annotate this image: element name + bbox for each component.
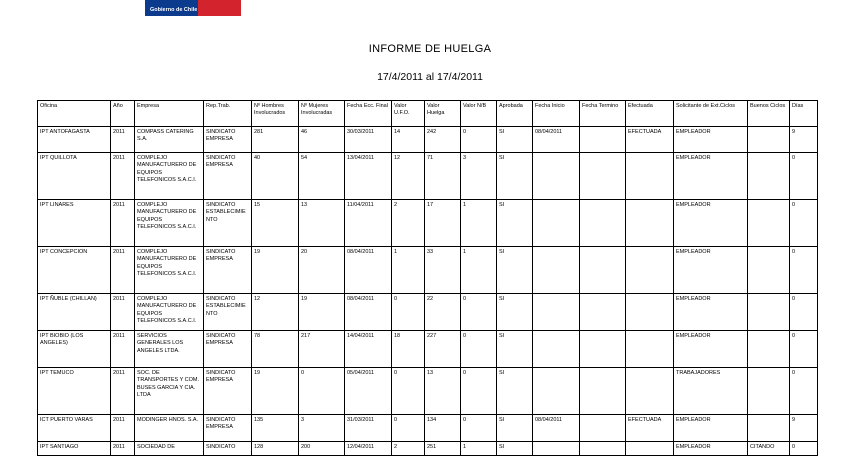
- cell-hombres: 128: [252, 442, 299, 456]
- report-title: INFORME DE HUELGA: [368, 43, 492, 55]
- cell-aprobada: SI: [497, 331, 533, 368]
- cell-empresa: SERVICIOS GENERALES LOS ANGELES LTDA.: [135, 331, 204, 368]
- cell-aprobada: SI: [497, 368, 533, 415]
- cell-hombres: 15: [252, 200, 299, 247]
- cell-fecha-ecc: 13/04/2011: [345, 153, 392, 200]
- cell-valor-nb: 0: [461, 368, 497, 415]
- cell-oficina: IPT CONCEPCION: [38, 247, 111, 294]
- cell-fecha-ecc: 05/04/2011: [345, 368, 392, 415]
- cell-empresa: COMPLEJO MANUFACTURERO DE EQUIPOS TELEFONICOS S.A.C.I.: [135, 153, 204, 200]
- cell-fecha-inicio: 08/04/2011: [533, 415, 580, 442]
- cell-aprobada: SI: [497, 442, 533, 456]
- cell-mujeres: 0: [299, 368, 345, 415]
- cell-fecha-termino: [580, 127, 626, 153]
- cell-dias: 0: [790, 368, 818, 415]
- cell-solicitante: EMPLEADOR: [674, 442, 748, 456]
- column-header-valor-ufo: Valor U.F.O.: [392, 101, 425, 127]
- cell-valor-ufo: 18: [392, 331, 425, 368]
- cell-rep-trab: SINDICATO EMPRESA: [204, 368, 252, 415]
- column-header-buenos-ciclos: Buenos Ciclos: [748, 101, 790, 127]
- cell-fecha-termino: [580, 442, 626, 456]
- cell-rep-trab: SINDICATO EMPRESA: [204, 153, 252, 200]
- cell-valor-nb: 1: [461, 247, 497, 294]
- logo-text: Gobierno de Chile: [150, 7, 198, 13]
- table-row: [38, 331, 818, 368]
- cell-oficina: IPT ANTOFAGASTA: [38, 127, 111, 153]
- cell-valor-nb: 1: [461, 200, 497, 247]
- cell-mujeres: 19: [299, 294, 345, 331]
- cell-solicitante: EMPLEADOR: [674, 153, 748, 200]
- cell-valor-nb: 0: [461, 294, 497, 331]
- cell-fecha-inicio: 08/04/2011: [533, 127, 580, 153]
- cell-ano: 2011: [111, 127, 135, 153]
- column-header-hombres: Nº Hombres Involucrados: [252, 101, 299, 127]
- cell-solicitante: EMPLEADOR: [674, 247, 748, 294]
- cell-ano: 2011: [111, 247, 135, 294]
- cell-buenos-ciclos: [748, 331, 790, 368]
- report-date-range: 17/4/2011 al 17/4/2011: [377, 71, 483, 83]
- cell-valor-ufo: 0: [392, 415, 425, 442]
- cell-buenos-ciclos: [748, 415, 790, 442]
- cell-ano: 2011: [111, 200, 135, 247]
- cell-valor-nb: 1: [461, 442, 497, 456]
- cell-valor-nb: 3: [461, 153, 497, 200]
- cell-oficina: ICT PUERTO VARAS: [38, 415, 111, 442]
- column-header-efectuada: Efectuada: [626, 101, 674, 127]
- cell-dias: 0: [790, 294, 818, 331]
- cell-valor-ufo: 2: [392, 200, 425, 247]
- cell-fecha-inicio: [533, 368, 580, 415]
- cell-mujeres: 46: [299, 127, 345, 153]
- column-header-fecha-inicio: Fecha Inicio: [533, 101, 580, 127]
- cell-mujeres: 13: [299, 200, 345, 247]
- cell-hombres: 281: [252, 127, 299, 153]
- cell-valor-ufo: 2: [392, 442, 425, 456]
- cell-mujeres: 3: [299, 415, 345, 442]
- cell-efectuada: [626, 294, 674, 331]
- cell-solicitante: EMPLEADOR: [674, 127, 748, 153]
- strike-report-table: [37, 100, 818, 456]
- cell-valor-nb: 0: [461, 331, 497, 368]
- cell-efectuada: [626, 368, 674, 415]
- cell-valor-huelga: 13: [425, 368, 461, 415]
- cell-dias: 0: [790, 331, 818, 368]
- cell-buenos-ciclos: [748, 247, 790, 294]
- cell-valor-huelga: 242: [425, 127, 461, 153]
- cell-efectuada: EFECTUADA: [626, 415, 674, 442]
- cell-mujeres: 217: [299, 331, 345, 368]
- cell-empresa: MODINGER HNOS. S.A.: [135, 415, 204, 442]
- table-row: [38, 294, 818, 331]
- cell-valor-ufo: 0: [392, 368, 425, 415]
- table-body: [38, 127, 818, 456]
- cell-dias: 0: [790, 200, 818, 247]
- cell-fecha-inicio: [533, 331, 580, 368]
- cell-dias: 9: [790, 127, 818, 153]
- cell-valor-nb: 0: [461, 415, 497, 442]
- cell-aprobada: SI: [497, 127, 533, 153]
- cell-oficina: IPT TEMUCO: [38, 368, 111, 415]
- table-row: [38, 368, 818, 415]
- cell-ano: 2011: [111, 442, 135, 456]
- table-row: [38, 200, 818, 247]
- cell-buenos-ciclos: CITANDO: [748, 442, 790, 456]
- cell-fecha-inicio: [533, 200, 580, 247]
- cell-solicitante: EMPLEADOR: [674, 294, 748, 331]
- cell-valor-huelga: 17: [425, 200, 461, 247]
- table-row: [38, 415, 818, 442]
- cell-hombres: 19: [252, 368, 299, 415]
- cell-fecha-ecc: 31/03/2011: [345, 415, 392, 442]
- cell-aprobada: SI: [497, 247, 533, 294]
- cell-fecha-ecc: 11/04/2011: [345, 200, 392, 247]
- column-header-valor-huelga: Valor Huelga: [425, 101, 461, 127]
- cell-efectuada: [626, 331, 674, 368]
- cell-empresa: SOC. DE TRANSPORTES Y COM. BUSES GARCIA Y CIA. LTDA: [135, 368, 204, 415]
- cell-rep-trab: SINDICATO ESTABLECIMIENTO: [204, 200, 252, 247]
- cell-valor-nb: 0: [461, 127, 497, 153]
- cell-valor-huelga: 71: [425, 153, 461, 200]
- cell-fecha-ecc: 12/04/2011: [345, 442, 392, 456]
- table-header-row: [38, 101, 818, 127]
- cell-hombres: 40: [252, 153, 299, 200]
- table-row: [38, 442, 818, 456]
- cell-fecha-ecc: 30/03/2011: [345, 127, 392, 153]
- cell-dias: 0: [790, 153, 818, 200]
- cell-mujeres: 200: [299, 442, 345, 456]
- cell-fecha-inicio: [533, 442, 580, 456]
- cell-efectuada: EFECTUADA: [626, 127, 674, 153]
- cell-valor-huelga: 22: [425, 294, 461, 331]
- column-header-valor-nb: Valor N/B: [461, 101, 497, 127]
- column-header-solicitante: Solicitante de Ext.Ciclos: [674, 101, 748, 127]
- cell-oficina: IPT SANTIAGO: [38, 442, 111, 456]
- cell-fecha-ecc: 08/04/2011: [345, 247, 392, 294]
- cell-fecha-termino: [580, 331, 626, 368]
- cell-aprobada: SI: [497, 294, 533, 331]
- cell-empresa: COMPLEJO MANUFACTURERO DE EQUIPOS TELEFONICOS S.A.C.I.: [135, 200, 204, 247]
- column-header-aprobada: Aprobada: [497, 101, 533, 127]
- cell-hombres: 12: [252, 294, 299, 331]
- cell-ano: 2011: [111, 294, 135, 331]
- cell-oficina: IPT BIOBIO (LOS ANGELES): [38, 331, 111, 368]
- cell-valor-huelga: 33: [425, 247, 461, 294]
- cell-hombres: 78: [252, 331, 299, 368]
- cell-valor-huelga: 251: [425, 442, 461, 456]
- column-header-empresa: Empresa: [135, 101, 204, 127]
- column-header-ano: Año: [111, 101, 135, 127]
- cell-hombres: 135: [252, 415, 299, 442]
- cell-fecha-termino: [580, 368, 626, 415]
- cell-efectuada: [626, 200, 674, 247]
- cell-fecha-termino: [580, 415, 626, 442]
- table-row: [38, 153, 818, 200]
- cell-fecha-termino: [580, 294, 626, 331]
- cell-solicitante: EMPLEADOR: [674, 200, 748, 247]
- cell-ano: 2011: [111, 368, 135, 415]
- cell-fecha-inicio: [533, 153, 580, 200]
- cell-solicitante: TRABAJADORES: [674, 368, 748, 415]
- cell-buenos-ciclos: [748, 294, 790, 331]
- column-header-oficina: Oficina: [38, 101, 111, 127]
- cell-fecha-termino: [580, 200, 626, 247]
- cell-ano: 2011: [111, 331, 135, 368]
- cell-rep-trab: SINDICATO: [204, 442, 252, 456]
- cell-buenos-ciclos: [748, 127, 790, 153]
- cell-rep-trab: SINDICATO EMPRESA: [204, 415, 252, 442]
- cell-solicitante: EMPLEADOR: [674, 415, 748, 442]
- cell-rep-trab: SINDICATO EMPRESA: [204, 331, 252, 368]
- cell-fecha-inicio: [533, 294, 580, 331]
- cell-fecha-termino: [580, 153, 626, 200]
- cell-mujeres: 54: [299, 153, 345, 200]
- cell-empresa: SOCIEDAD DE: [135, 442, 204, 456]
- cell-fecha-ecc: 08/04/2011: [345, 294, 392, 331]
- column-header-fecha-termino: Fecha Termino: [580, 101, 626, 127]
- cell-efectuada: [626, 247, 674, 294]
- cell-oficina: IPT QUILLOTA: [38, 153, 111, 200]
- cell-aprobada: SI: [497, 200, 533, 247]
- cell-ano: 2011: [111, 415, 135, 442]
- cell-oficina: IPT ÑUBLE (CHILLAN): [38, 294, 111, 331]
- cell-valor-ufo: 12: [392, 153, 425, 200]
- cell-valor-huelga: 134: [425, 415, 461, 442]
- cell-efectuada: [626, 153, 674, 200]
- cell-dias: 9: [790, 415, 818, 442]
- cell-empresa: COMPASS CATERING S.A.: [135, 127, 204, 153]
- cell-ano: 2011: [111, 153, 135, 200]
- cell-valor-ufo: 1: [392, 247, 425, 294]
- column-header-dias: Días: [790, 101, 818, 127]
- table-row: [38, 247, 818, 294]
- cell-fecha-termino: [580, 247, 626, 294]
- column-header-mujeres: Nº Mujeres Involucradas: [299, 101, 345, 127]
- cell-mujeres: 20: [299, 247, 345, 294]
- cell-oficina: IPT LINARES: [38, 200, 111, 247]
- cell-rep-trab: SINDICATO EMPRESA: [204, 247, 252, 294]
- cell-hombres: 19: [252, 247, 299, 294]
- cell-valor-ufo: 14: [392, 127, 425, 153]
- cell-buenos-ciclos: [748, 200, 790, 247]
- cell-buenos-ciclos: [748, 368, 790, 415]
- cell-valor-ufo: 0: [392, 294, 425, 331]
- cell-aprobada: SI: [497, 415, 533, 442]
- cell-fecha-inicio: [533, 247, 580, 294]
- cell-buenos-ciclos: [748, 153, 790, 200]
- cell-aprobada: SI: [497, 153, 533, 200]
- cell-dias: 0: [790, 247, 818, 294]
- cell-solicitante: EMPLEADOR: [674, 331, 748, 368]
- cell-empresa: COMPLEJO MANUFACTURERO DE EQUIPOS TELEFONICOS S.A.C.I.: [135, 247, 204, 294]
- cell-dias: 0: [790, 442, 818, 456]
- cell-fecha-ecc: 14/04/2011: [345, 331, 392, 368]
- column-header-fecha-ecc: Fecha Ecc. Final: [345, 101, 392, 127]
- cell-efectuada: [626, 442, 674, 456]
- table-row: [38, 127, 818, 153]
- cell-empresa: COMPLEJO MANUFACTURERO DE EQUIPOS TELEFONICOS S.A.C.I.: [135, 294, 204, 331]
- cell-valor-huelga: 227: [425, 331, 461, 368]
- cell-rep-trab: SINDICATO ESTABLECIMIENTO: [204, 294, 252, 331]
- column-header-rep-trab: Rep.Trab.: [204, 101, 252, 127]
- cell-rep-trab: SINDICATO EMPRESA: [204, 127, 252, 153]
